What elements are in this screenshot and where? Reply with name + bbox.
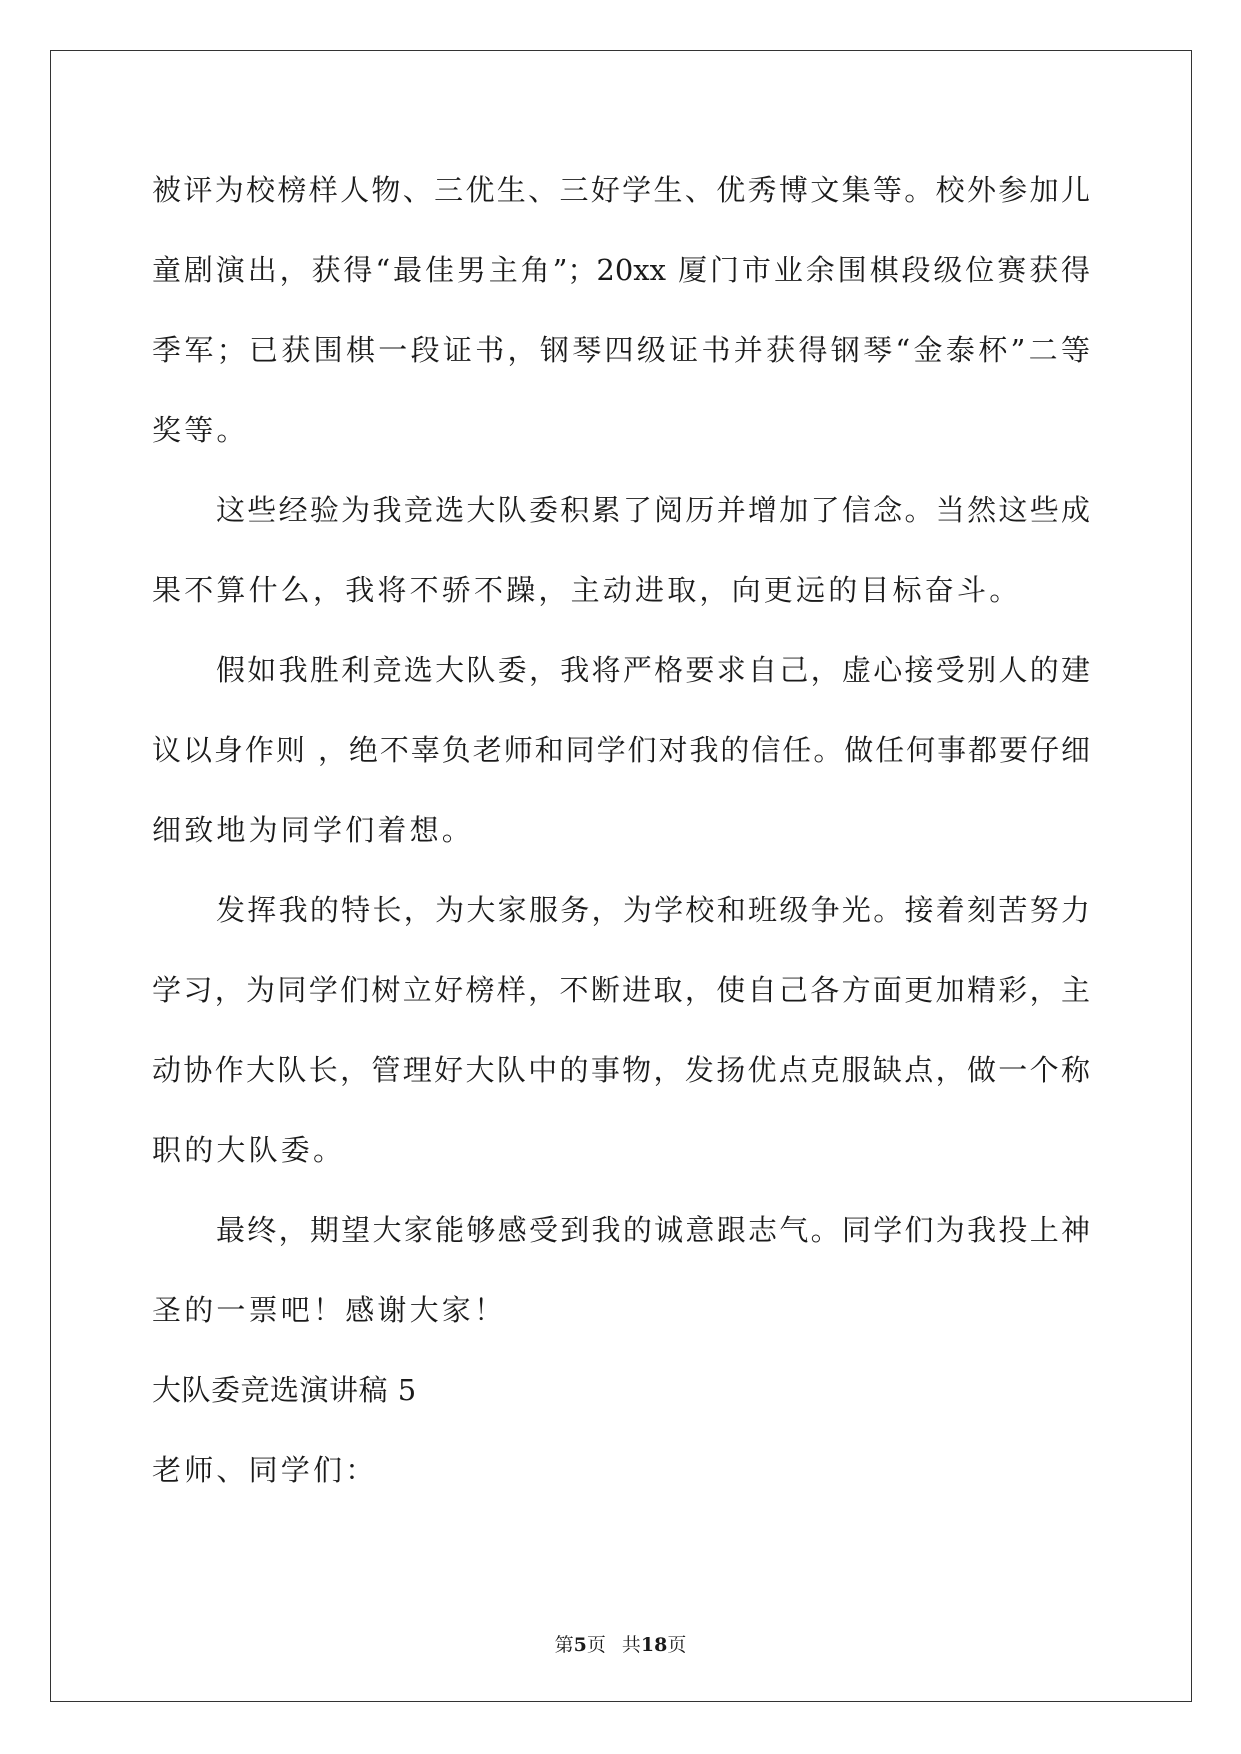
- paragraph-line: 童剧演出，获得“最佳男主角”；20xx 厦门市业余围棋段级位赛获得: [152, 253, 1090, 287]
- paragraph-line: 发挥我的特长，为大家服务，为学校和班级争光。接着刻苦努力: [216, 893, 1090, 927]
- total-pages: 18: [640, 1634, 668, 1656]
- paragraph-line: 奖等。: [152, 413, 249, 447]
- paragraph-line: 被评为校榜样人物、三优生、三好学生、优秀博文集等。校外参加儿: [152, 173, 1090, 207]
- paragraph-line: 议以身作则 ，绝不辜负老师和同学们对我的信任。做任何事都要仔细: [152, 733, 1090, 767]
- page-number: 5: [573, 1634, 587, 1656]
- paragraph-line: 细致地为同学们着想。: [152, 813, 475, 847]
- paragraph-line: 假如我胜利竞选大队委，我将严格要求自己，虚心接受别人的建: [216, 653, 1090, 687]
- salutation: 老师、同学们：: [152, 1453, 378, 1487]
- total-prefix: 共: [621, 1634, 641, 1656]
- page-suffix: 页: [586, 1634, 606, 1656]
- page-footer: [0, 1633, 1241, 1657]
- paragraph-line: 季军；已获围棋一段证书，钢琴四级证书并获得钢琴“金泰杯”二等: [152, 333, 1090, 367]
- total-suffix: 页: [667, 1634, 687, 1656]
- paragraph-line: 职的大队委。: [152, 1133, 346, 1167]
- paragraph-line: 圣的一票吧！感谢大家！: [152, 1293, 507, 1327]
- paragraph-line: 这些经验为我竞选大队委积累了阅历并增加了信念。当然这些成: [216, 493, 1090, 527]
- page-prefix: 第: [554, 1634, 574, 1656]
- paragraph-line: 最终，期望大家能够感受到我的诚意跟志气。同学们为我投上神: [216, 1213, 1090, 1247]
- section-title: 大队委竞选演讲稿 5: [152, 1373, 417, 1407]
- paragraph-line: 学习，为同学们树立好榜样，不断进取，使自己各方面更加精彩，主: [152, 973, 1090, 1007]
- paragraph-line: 果不算什么，我将不骄不躁，主动进取，向更远的目标奋斗。: [152, 573, 1022, 607]
- paragraph-line: 动协作大队长，管理好大队中的事物，发扬优点克服缺点，做一个称: [152, 1053, 1090, 1087]
